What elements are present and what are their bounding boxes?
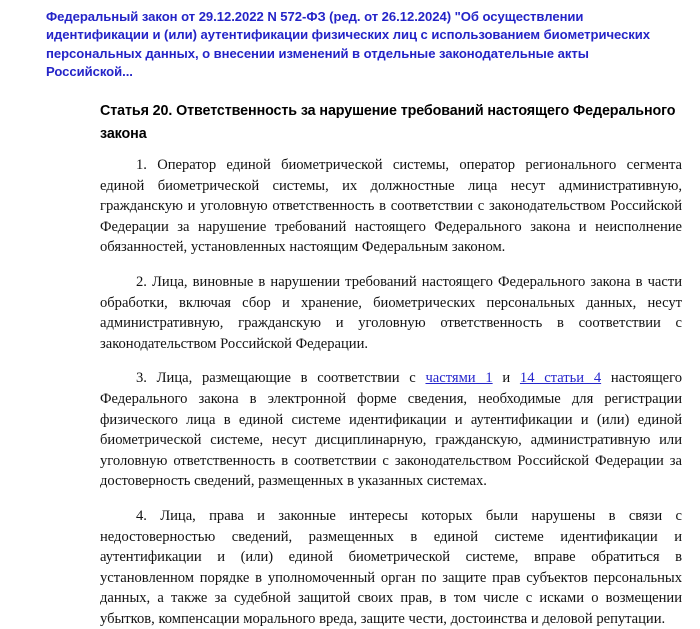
paragraph-3	[100, 368, 682, 492]
link-14-statii-4[interactable]: 14 статьи 4	[519, 370, 602, 387]
paragraph-3-text-lead: 3. Лица, размещающие в соответствии с	[136, 370, 426, 387]
document-header-title[interactable]: Федеральный закон от 29.12.2022 N 572-ФЗ (ред. от 26.12.2024) "Об осуществлении идентификации и (или) аутентификации физических лиц с использованием биометрических персональных данных, о внесении изменений в отдельные законодательные акты Российской...	[46, 9, 651, 79]
paragraph-2: 2. Лица, виновные в нарушении требований настоящего Федерального закона в части обработки, включая сбор и хранение, биометрических персональных данных, несут административную, гражданскую и уголовную ответственность в соответствии с законодательством Российской Федерации.	[100, 273, 682, 352]
article-heading: Статья 20. Ответственность за нарушение требований настоящего Федерального закона	[100, 102, 676, 142]
paragraph-3-text-tail: настоящего Федерального закона в электронной форме сведения, необходимые для регистрации физического лица в единой системе идентификации и аутентификации и (или) единой биометрической системе, несут дисциплинарную, гражданскую, административную или уголовную ответственность в соответствии с законодательством Российской Федерации за достоверность сведений, размещенных в указанных системах.	[100, 370, 682, 490]
paragraph-3-text-between: и	[492, 370, 520, 387]
paragraph-1: 1. Оператор единой биометрической системы, оператор регионального сегмента единой биометрической системы, их должностные лица несут административную, гражданскую и уголовную ответственность в соответствии с законодательством Российской Федерации за нарушение требований настоящего Федерального закона и неисполнение обязанностей, установленных настоящим Федеральным законом.	[100, 157, 682, 256]
link-chasti-1[interactable]: частями 1	[425, 370, 493, 387]
paragraph-4: 4. Лица, права и законные интересы которых были нарушены в связи с недостоверностью сведений, размещенных в единой системе идентификации и аутентификации и (или) единой биометрической системе, вправе обратиться в установленном порядке в уполномоченный орган по защите прав субъектов персональных данных, а также за судебной защитой своих прав, в том числе с исками о возмещении убытков, компенсации морального вреда, защите чести, достоинства и деловой репутации.	[100, 507, 682, 627]
article-body	[100, 155, 682, 629]
